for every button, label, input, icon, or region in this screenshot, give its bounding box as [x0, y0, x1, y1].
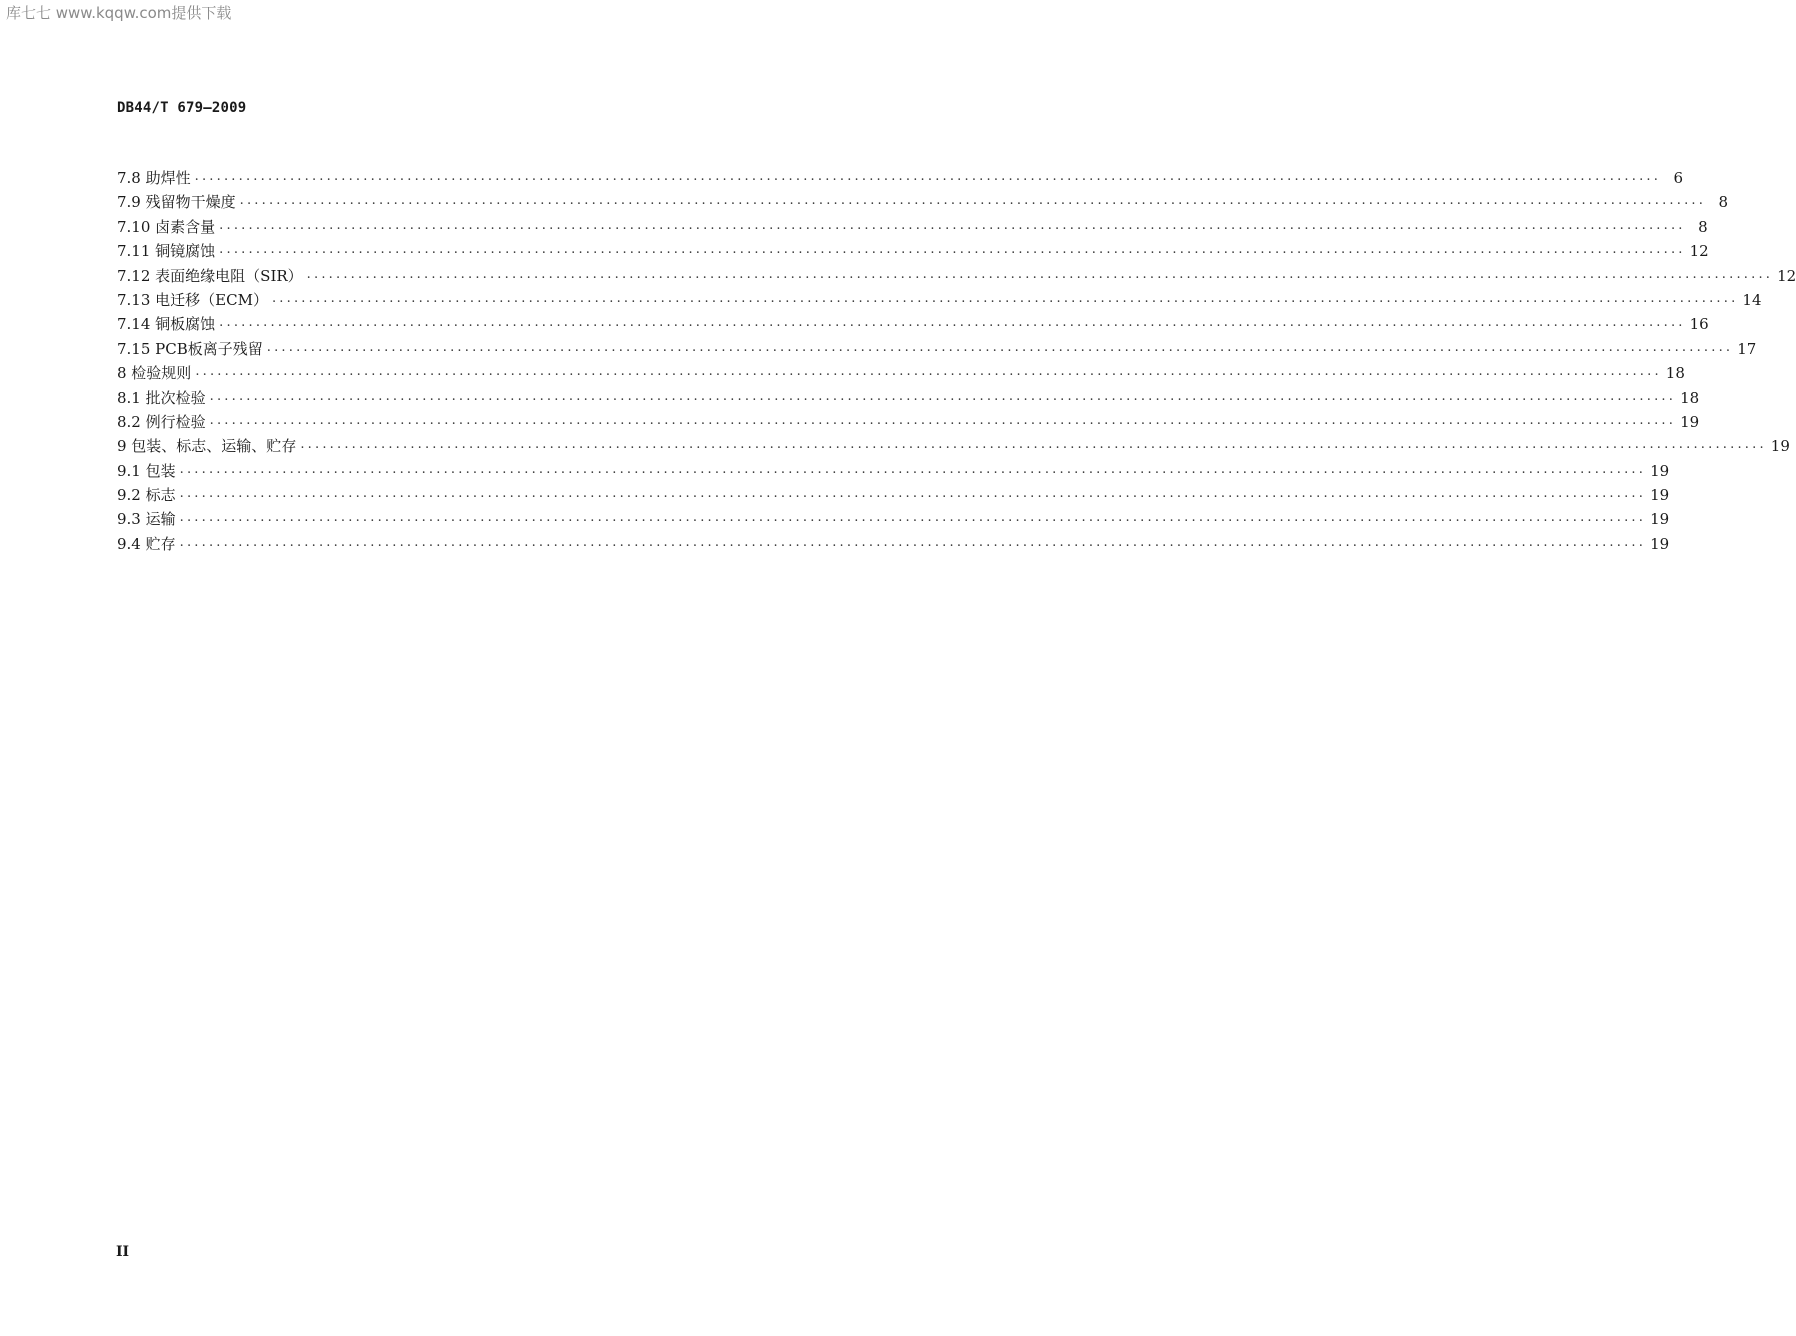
toc-leader-dots: ........................................................................................................................................................................................................ — [306, 266, 1774, 282]
toc-leader-dots: ........................................................................................................................................................................................................ — [194, 168, 1662, 184]
toc-entry-page: 18 — [1680, 388, 1700, 407]
toc-leader-dots: ........................................................................................................................................................................................................ — [179, 510, 1647, 526]
toc-entry-page: 12 — [1777, 266, 1796, 285]
toc-entry-page: 16 — [1689, 315, 1709, 334]
toc-entry-page: 17 — [1737, 339, 1757, 358]
toc-entry-title: 7.12 表面绝缘电阻（SIR） — [117, 266, 303, 285]
toc-leader-dots: ........................................................................................................................................................................................................ — [209, 412, 1677, 428]
page-number: II — [116, 1244, 130, 1260]
toc-leader-dots: ........................................................................................................................................................................................................ — [179, 461, 1647, 477]
toc-entry[interactable] — [117, 166, 1684, 190]
toc-leader-dots: ........................................................................................................................................................................................................ — [219, 242, 1686, 258]
toc-entry-title: 7.13 电迁移（ECM） — [117, 290, 268, 309]
toc-entry-page: 19 — [1650, 486, 1670, 505]
toc-leader-dots: ........................................................................................................................................................................................................ — [239, 193, 1707, 209]
toc-entry-title: 9 包装、标志、运输、贮存 — [117, 437, 297, 456]
toc-entry-page: 8 — [1698, 217, 1708, 236]
toc-entry[interactable] — [117, 459, 1670, 483]
toc-entry[interactable] — [117, 215, 1708, 239]
toc-entry-page: 14 — [1742, 290, 1762, 309]
toc-entry-title: 7.14 铜板腐蚀 — [117, 315, 216, 334]
toc-entry-title: 7.15 PCB板离子残留 — [117, 339, 263, 358]
toc-entry-page: 19 — [1680, 412, 1700, 431]
toc-entry-title: 7.8 助焊性 — [117, 168, 191, 187]
document-code: DB44/T 679—2009 — [117, 100, 247, 116]
toc-entry-page: 8 — [1718, 193, 1729, 212]
toc-entry-title: 8 检验规则 — [117, 364, 192, 383]
table-of-contents — [117, 166, 1796, 556]
toc-entry-page: 6 — [1673, 168, 1684, 187]
toc-entry-title: 7.10 卤素含量 — [117, 217, 216, 236]
toc-leader-dots: ........................................................................................................................................................................................................ — [271, 290, 1739, 306]
toc-leader-dots: ........................................................................................................................................................................................................ — [195, 364, 1662, 380]
toc-entry-page: 18 — [1665, 364, 1685, 383]
toc-entry-title: 8.2 例行检验 — [117, 412, 206, 431]
toc-entry-title: 9.4 贮存 — [117, 534, 176, 553]
toc-entry-title: 7.11 铜镜腐蚀 — [117, 242, 216, 261]
toc-leader-dots: ........................................................................................................................................................................................................ — [300, 437, 1767, 453]
toc-entry-title: 9.3 运输 — [117, 510, 176, 529]
toc-entry[interactable] — [117, 337, 1757, 361]
toc-leader-dots: ........................................................................................................................................................................................................ — [209, 388, 1677, 404]
toc-entry-page: 19 — [1650, 510, 1670, 529]
toc-entry[interactable] — [117, 532, 1670, 556]
toc-entry[interactable] — [117, 386, 1700, 410]
toc-leader-dots: ........................................................................................................................................................................................................ — [266, 339, 1734, 355]
toc-entry-page: 19 — [1650, 461, 1670, 480]
toc-entry-title: 8.1 批次检验 — [117, 388, 206, 407]
toc-entry[interactable] — [117, 312, 1709, 336]
toc-entry[interactable] — [117, 434, 1790, 458]
toc-entry-page: 19 — [1650, 534, 1670, 553]
toc-entry[interactable] — [117, 410, 1700, 434]
toc-entry[interactable] — [117, 264, 1796, 288]
toc-entry-title: 9.1 包装 — [117, 461, 176, 480]
toc-entry[interactable] — [117, 483, 1670, 507]
watermark: 库七七 www.kqqw.com提供下载 — [6, 4, 232, 22]
toc-entry[interactable] — [117, 288, 1762, 312]
toc-leader-dots: ........................................................................................................................................................................................................ — [219, 315, 1686, 331]
toc-entry[interactable] — [117, 361, 1685, 385]
toc-entry[interactable] — [117, 190, 1729, 214]
toc-entry-title: 9.2 标志 — [117, 486, 176, 505]
toc-leader-dots: ........................................................................................................................................................................................................ — [179, 486, 1647, 502]
toc-entry-page: 12 — [1689, 242, 1709, 261]
toc-entry-page: 19 — [1770, 437, 1790, 456]
toc-leader-dots: ........................................................................................................................................................................................................ — [179, 534, 1647, 550]
toc-entry[interactable] — [117, 507, 1670, 531]
toc-leader-dots: ........................................................................................................................................................................................................ — [219, 217, 1686, 233]
toc-entry-title: 7.9 残留物干燥度 — [117, 193, 236, 212]
toc-entry[interactable] — [117, 239, 1709, 263]
